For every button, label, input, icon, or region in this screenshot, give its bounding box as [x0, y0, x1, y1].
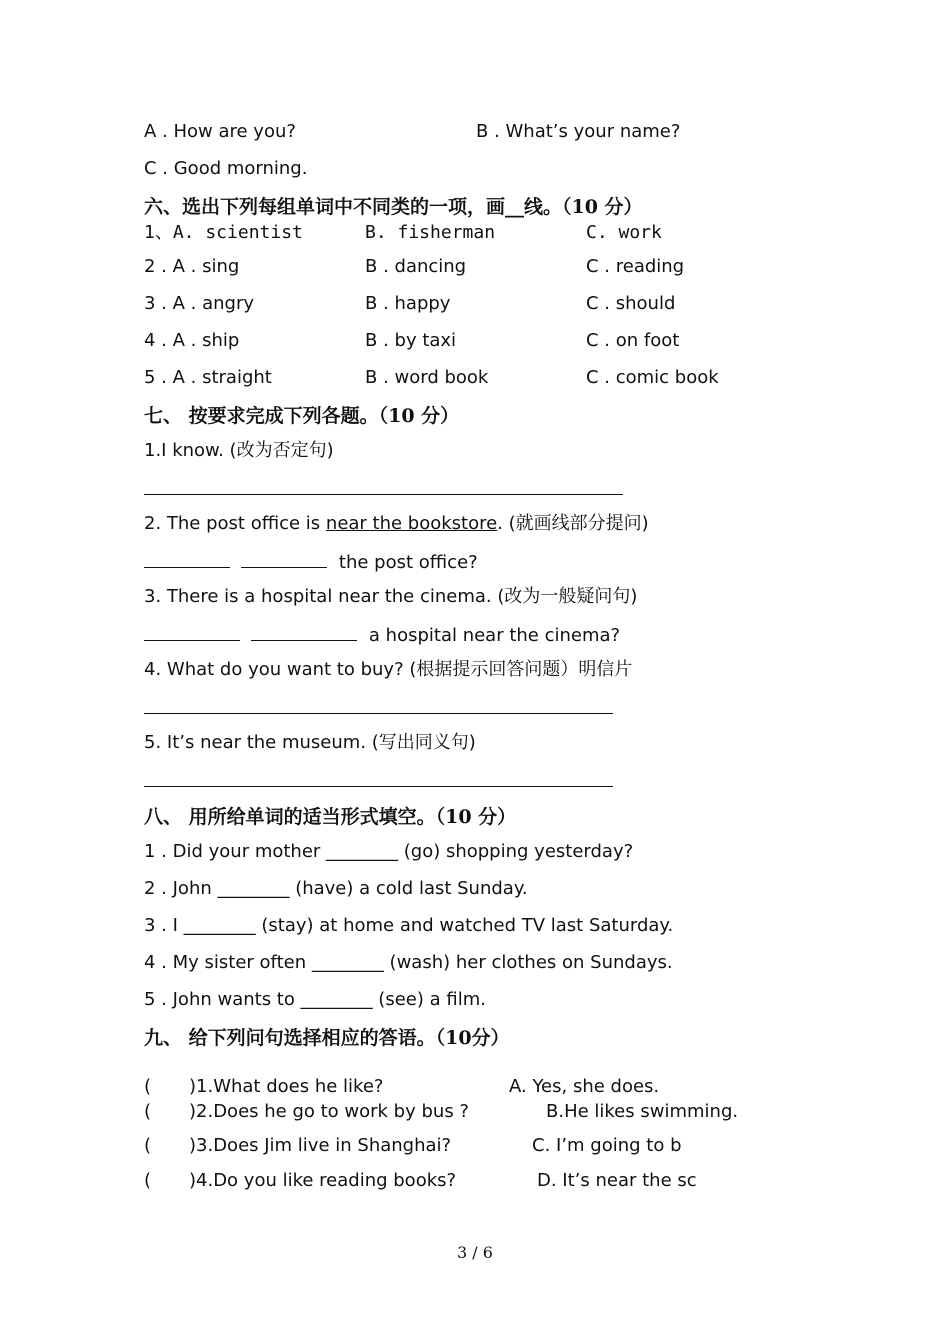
row5-b: B . word book: [365, 367, 489, 388]
q5-answer-line[interactable]: [144, 786, 613, 787]
section6-row-1: [0, 221, 950, 245]
row1-b: B. fisherman: [365, 222, 496, 243]
row4-a: 4 . A . ship: [144, 330, 240, 351]
q2-answer-tail: the post office?: [338, 552, 478, 573]
s9-a3: C. I’m going to b: [532, 1135, 682, 1156]
row3-c: C . should: [586, 293, 676, 314]
row3-b: B . happy: [365, 293, 451, 314]
row4-c: C . on foot: [586, 330, 680, 351]
s9-row-2: [0, 1100, 950, 1124]
row2-c: C . reading: [586, 256, 685, 277]
q3-text: 3. There is a hospital near the cinema. (改为一般疑问句): [144, 586, 638, 607]
row2-a: 2 . A . sing: [144, 256, 240, 277]
section6-row-3: [0, 292, 950, 316]
s9-row-1: [0, 1075, 950, 1099]
q3-blank-1[interactable]: [144, 622, 240, 641]
section8-heading: 八、 用所给单词的适当形式填空。（10 分）: [144, 806, 517, 828]
q2-blank-1[interactable]: [144, 549, 230, 568]
s9-a2: B.He likes swimming.: [546, 1101, 739, 1122]
s8-item-2: 2 . John ________ (have) a cold last Sunday.: [144, 878, 528, 899]
section6-row-2: [0, 255, 950, 279]
q5-text: 5. It’s near the museum. (写出同义句): [144, 732, 476, 753]
s9-a4: D. It’s near the sc: [537, 1170, 697, 1191]
q4-text: 4. What do you want to buy? (根据提示回答问题）明信片: [144, 659, 633, 680]
q1-answer-line[interactable]: [144, 494, 623, 495]
q3-answer-tail: a hospital near the cinema?: [368, 625, 621, 646]
q4-answer-line[interactable]: [144, 713, 613, 714]
s9-row-3: [0, 1134, 950, 1158]
s9-paren-1[interactable]: (: [144, 1076, 152, 1097]
section9-heading: 九、 给下列问句选择相应的答语。（10分）: [144, 1027, 510, 1049]
row5-c: C . comic book: [586, 367, 719, 388]
row2-b: B . dancing: [365, 256, 467, 277]
page-number: 3 / 6: [457, 1243, 493, 1262]
option-b: B . What’s your name?: [476, 121, 681, 142]
q3-answer: [144, 622, 620, 648]
q1-text: 1.I know. (改为否定句): [144, 440, 334, 461]
q3-blank-2[interactable]: [251, 622, 357, 641]
s9-row-4: [0, 1169, 950, 1193]
s9-q1: )1.What does he like?: [189, 1076, 384, 1097]
section7-heading: 七、 按要求完成下列各题。（10 分）: [144, 405, 460, 427]
q2-after: . (就画线部分提问): [497, 513, 649, 534]
section6-heading: 六、选出下列每组单词中不同类的一项，画__线。（10 分）: [144, 196, 643, 218]
section6-row-5: [0, 366, 950, 390]
s8-item-5: 5 . John wants to ________ (see) a film.: [144, 989, 486, 1010]
s9-q3: )3.Does Jim live in Shanghai?: [189, 1135, 452, 1156]
q2-answer: [144, 549, 478, 575]
s9-paren-3[interactable]: (: [144, 1135, 152, 1156]
s8-item-4: 4 . My sister often ________ (wash) her clothes on Sundays.: [144, 952, 673, 973]
s9-paren-2[interactable]: (: [144, 1101, 152, 1122]
s8-item-3: 3 . I ________ (stay) at home and watched TV last Saturday.: [144, 915, 674, 936]
s9-q4: )4.Do you like reading books?: [189, 1170, 457, 1191]
q2-blank-2[interactable]: [241, 549, 327, 568]
s9-a1: A. Yes, she does.: [509, 1076, 660, 1097]
option-a: A . How are you?: [144, 121, 296, 142]
s8-item-1: 1 . Did your mother ________ (go) shopping yesterday?: [144, 841, 634, 862]
q2-underlined: near the bookstore: [325, 513, 498, 534]
row4-b: B . by taxi: [365, 330, 457, 351]
row5-a: 5 . A . straight: [144, 367, 272, 388]
row3-a: 3 . A . angry: [144, 293, 255, 314]
section6-row-4: [0, 329, 950, 353]
q2-before: 2. The post office is: [144, 513, 326, 534]
row1-a: 1、A. scientist: [144, 222, 303, 243]
row1-c: C. work: [586, 222, 662, 243]
s9-q2: )2.Does he go to work by bus ?: [189, 1101, 469, 1122]
option-row: [0, 120, 950, 144]
q2-text: [144, 512, 649, 536]
option-c: C . Good morning.: [144, 158, 308, 179]
s9-paren-4[interactable]: (: [144, 1170, 152, 1191]
